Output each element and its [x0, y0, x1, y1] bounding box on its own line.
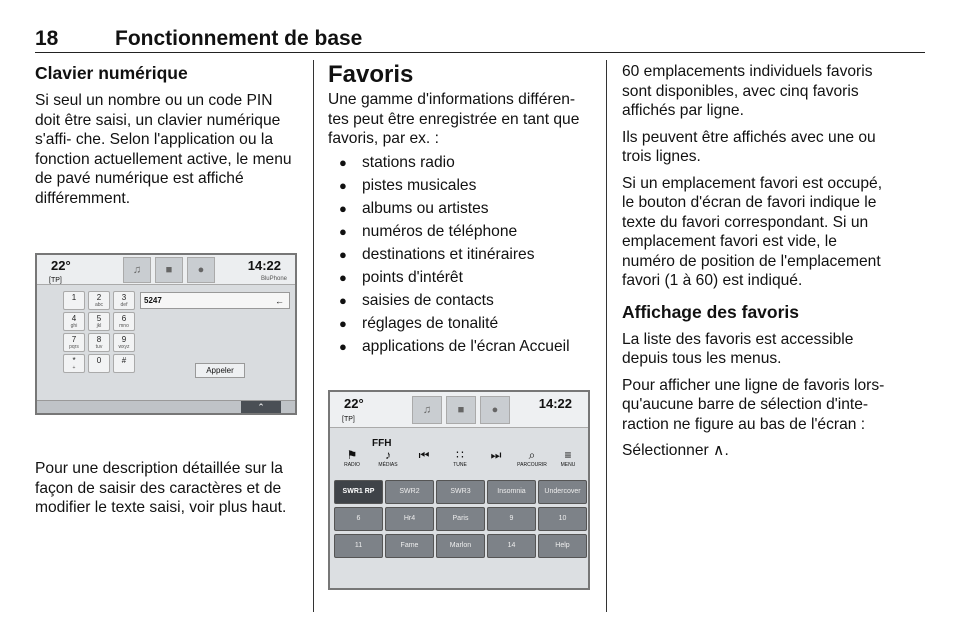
paragraph: Pour afficher une ligne de favoris lors- qu'aucune barre de sélection d'inte- raction ne figure au bas de l'écran : — [622, 376, 885, 433]
station-name: FFH — [372, 437, 392, 449]
music-icon: ♫ — [123, 257, 151, 283]
paragraph: Une gamme d'informations différen- tes peut être enregistrée en tant que favoris, par ex. : — [328, 91, 580, 147]
keypad-key[interactable]: 3 def — [113, 291, 135, 310]
audio-control-button[interactable] — [334, 448, 370, 469]
favorite-button[interactable]: Paris — [436, 507, 485, 531]
paragraph — [622, 441, 890, 461]
favorite-button[interactable]: 6 — [334, 507, 383, 531]
favorite-button[interactable]: Insomnia — [487, 480, 536, 504]
paragraph: Si seul un nombre ou un code PIN doit être saisi, un clavier numérique s'affi- che. Selon l'application ou la fonction actuellement active, le menu de pavé numérique est affiché différemment. — [35, 92, 292, 207]
paragraph: Si un emplacement favori est occupé, le bouton d'écran de favori indique le texte du favori correspondant. Si un emplacement favori est vide, le numéro de position de l'emplacement favori (1 à 60) est indiqué. — [622, 174, 883, 289]
paragraph: 60 emplacements individuels favoris sont disponibles, avec cinq favoris affichés par ligne. — [622, 63, 873, 119]
control-icon: ⌕ — [528, 447, 536, 462]
list-item: ● numéros de téléphone — [328, 222, 594, 242]
call-button[interactable]: Appeler — [195, 363, 245, 378]
paragraph: Pour une description détaillée sur la façon de saisir des caractères et de modifier le texte saisi, voir plus haut. — [35, 460, 287, 516]
favorite-button[interactable]: Undercover — [538, 480, 587, 504]
page-number: 18 — [35, 27, 59, 50]
keypad-key[interactable]: # — [113, 354, 135, 373]
column-left — [35, 62, 301, 525]
favorite-button[interactable]: Fame — [385, 534, 434, 558]
favorite-button[interactable]: SWR2 — [385, 480, 434, 504]
control-icon: ⚑ — [346, 447, 358, 462]
keypad-key[interactable]: 8 tuv — [88, 333, 110, 352]
list-item: ● points d'intérêt — [328, 268, 594, 288]
list-item: ● saisies de contacts — [328, 291, 594, 311]
control-label: PARCOURIR — [517, 461, 547, 468]
control-icon: ♪ — [385, 447, 391, 462]
section-heading-display-favorites: Affichage des favoris — [622, 301, 799, 322]
control-icon: ∷ — [456, 447, 464, 462]
temperature: 22° — [51, 258, 71, 273]
keypad-key[interactable]: 5 jkl — [88, 312, 110, 331]
tp-indicator: [TP] — [49, 277, 62, 284]
screen-top-bar — [37, 255, 295, 285]
list-item: ● albums ou artistes — [328, 199, 594, 219]
clock: 14:22 — [247, 258, 281, 273]
screen-top-bar — [330, 392, 588, 428]
paragraph: La liste des favoris est accessible depuis tous les menus. — [622, 330, 854, 367]
sentence-end: . — [724, 442, 729, 459]
control-icon: ≡ — [564, 447, 572, 462]
phone-name: BluPhone — [260, 276, 287, 282]
audio-control-button[interactable] — [550, 448, 586, 469]
list-item: ● pistes musicales — [328, 176, 594, 196]
favorite-button[interactable]: Marlon — [436, 534, 485, 558]
list-item: ● stations radio — [328, 153, 594, 173]
keypad-key[interactable]: 1 — [63, 291, 85, 310]
phone-icon: ■ — [446, 396, 476, 424]
section-heading-keypad: Clavier numérique — [35, 63, 188, 83]
column-divider — [313, 60, 314, 612]
favorites-screen-illustration — [328, 390, 590, 590]
audio-control-button[interactable] — [514, 448, 550, 469]
music-icon: ♫ — [412, 396, 442, 424]
column-right — [622, 62, 890, 468]
keypad-screen-illustration — [35, 253, 297, 415]
backspace-icon[interactable]: ← — [275, 296, 284, 306]
info-icon: ● — [480, 396, 510, 424]
column-divider — [606, 60, 607, 612]
list-item: ● applications de l'écran Accueil — [328, 337, 594, 357]
column-middle — [328, 62, 594, 590]
audio-control-button[interactable] — [478, 448, 514, 462]
keypad-key[interactable]: 4 ghi — [63, 312, 85, 331]
control-icon: ⏭ — [490, 447, 502, 462]
favorites-examples-list — [328, 153, 594, 357]
page-header — [35, 27, 925, 53]
clock: 14:22 — [538, 395, 572, 411]
control-label: RADIO — [344, 461, 360, 468]
info-icon: ● — [187, 257, 215, 283]
favorite-button[interactable]: SWR3 — [436, 480, 485, 504]
paragraph: Ils peuvent être affichés avec une ou trois lignes. — [622, 128, 876, 165]
favorite-button[interactable]: SWR1 RP — [334, 480, 383, 504]
keypad-key[interactable]: 2 abc — [88, 291, 110, 310]
favorite-button[interactable]: 9 — [487, 507, 536, 531]
keypad-key[interactable]: 6 mno — [113, 312, 135, 331]
keypad-key[interactable]: 0 — [88, 354, 110, 373]
favorite-button[interactable]: 11 — [334, 534, 383, 558]
favorite-button[interactable]: 14 — [487, 534, 536, 558]
favorite-button[interactable]: Help — [538, 534, 587, 558]
list-item: ● réglages de tonalité — [328, 314, 594, 334]
select-instruction: Sélectionner — [622, 442, 709, 459]
chevron-up-icon[interactable]: ⌃ — [241, 401, 281, 413]
audio-control-button[interactable] — [442, 448, 478, 469]
temperature: 22° — [344, 395, 364, 411]
screen-bottom-bar — [37, 400, 295, 413]
tp-indicator: [TP] — [342, 415, 355, 423]
keypad-key[interactable]: 7 pqrs — [63, 333, 85, 352]
control-icon: ⏮ — [418, 447, 430, 462]
phone-icon: ■ — [155, 257, 183, 283]
keypad-key[interactable]: * + — [63, 354, 85, 373]
favorite-button[interactable]: 10 — [538, 507, 587, 531]
keypad-key[interactable]: 9 wxyz — [113, 333, 135, 352]
number-value: 5247 — [144, 296, 162, 305]
audio-control-button[interactable] — [370, 448, 406, 469]
chevron-up-icon: ∧ — [713, 442, 725, 459]
number-input[interactable] — [140, 292, 290, 309]
section-heading-favorites: Favoris — [328, 61, 414, 88]
page-title: Fonctionnement de base — [115, 27, 363, 50]
favorite-button[interactable]: Hr4 — [385, 507, 434, 531]
control-label: TUNE — [453, 461, 467, 468]
audio-control-button[interactable] — [406, 448, 442, 462]
control-label: MENU — [560, 461, 576, 468]
list-item: ● destinations et itinéraires — [328, 245, 594, 265]
control-label: MÉDIAS — [378, 461, 398, 468]
